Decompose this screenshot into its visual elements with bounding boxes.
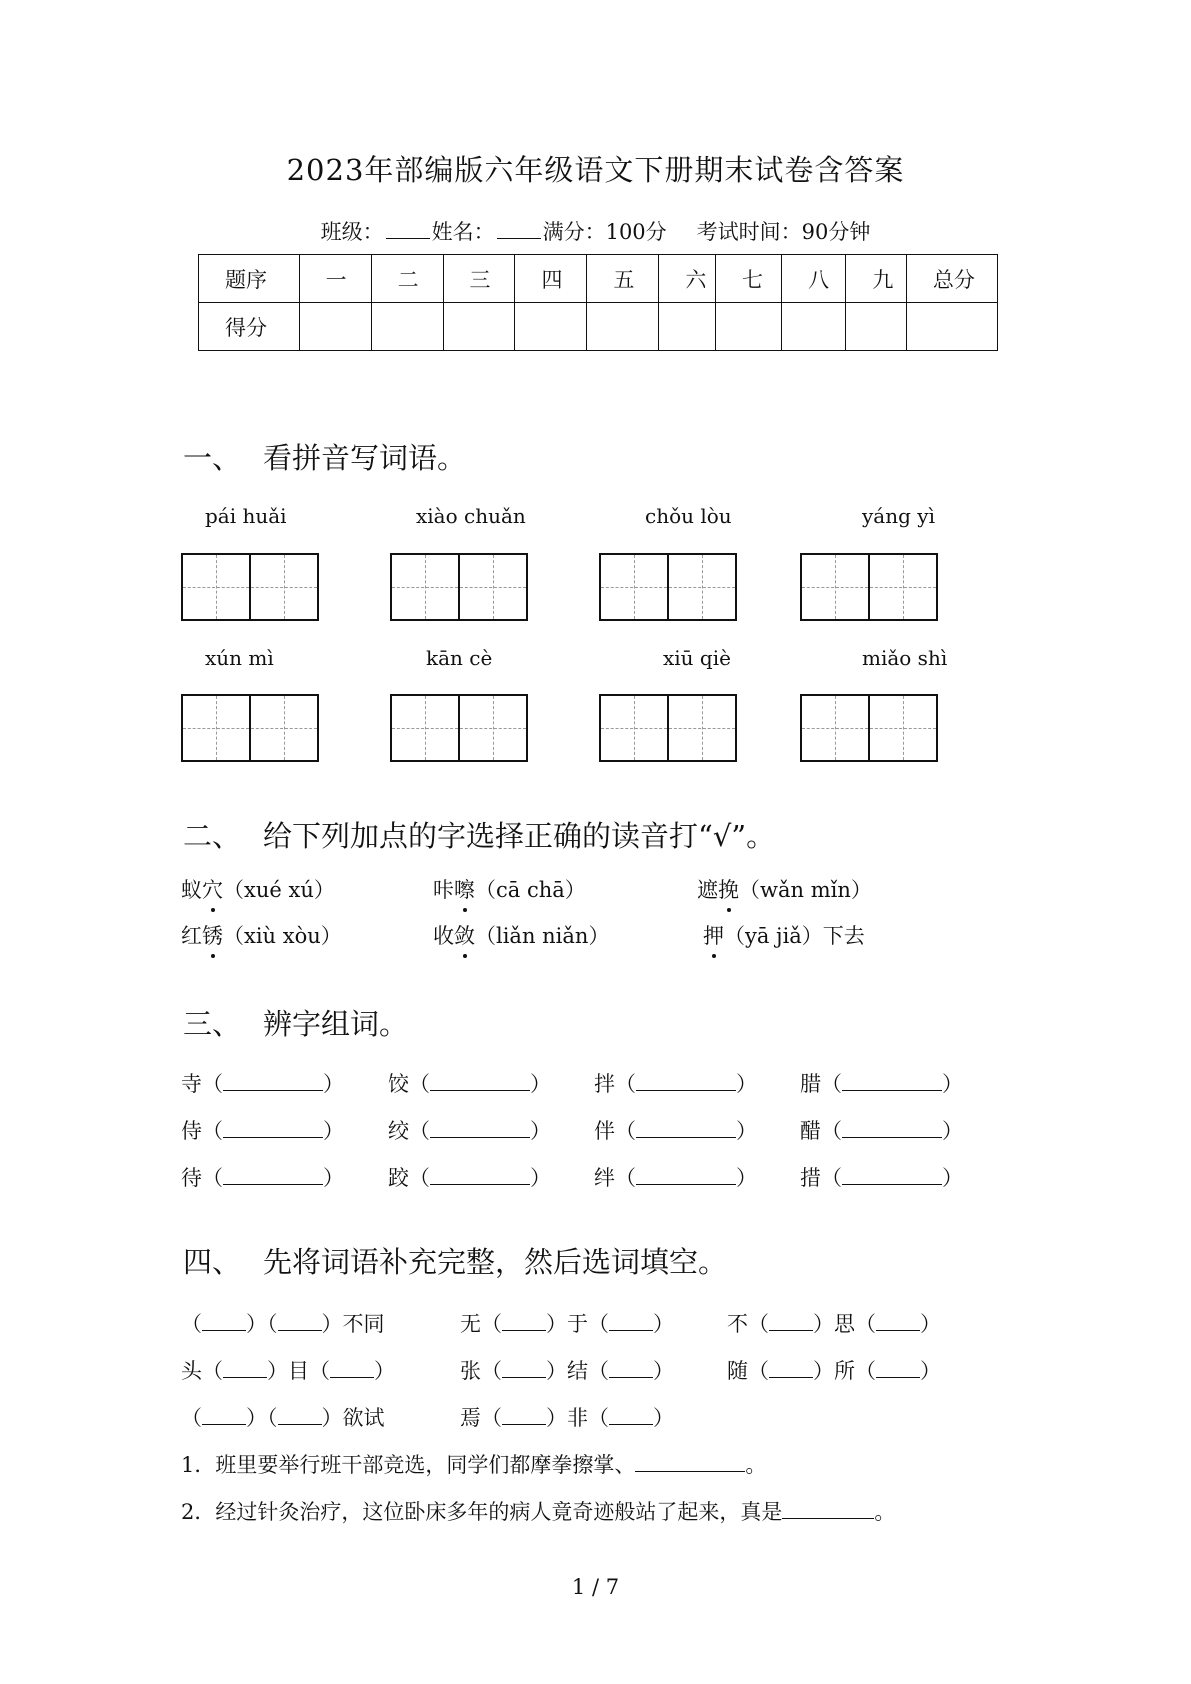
answer-blank[interactable] (502, 1408, 546, 1425)
answer-blank[interactable] (636, 1074, 736, 1091)
answer-blank[interactable] (223, 1361, 267, 1378)
section1-heading (183, 436, 466, 477)
pinyin-label: xiū qiè (663, 646, 731, 670)
word-item: 绊（ ） (594, 1166, 757, 1190)
class-label: 班级： (320, 220, 384, 244)
answer-blank[interactable] (635, 1455, 745, 1472)
word-item: 醋（ ） (800, 1119, 963, 1143)
character-box[interactable] (800, 553, 938, 621)
character-box[interactable] (599, 694, 737, 762)
score-cell[interactable] (906, 303, 997, 351)
word-item: 措（ ） (800, 1166, 963, 1190)
reading-options[interactable]: （xué xú） (223, 878, 335, 902)
word-item: 绞（ ） (388, 1119, 551, 1143)
answer-blank[interactable] (502, 1361, 546, 1378)
reading-options[interactable]: （yā jiǎ）下去 (724, 924, 865, 948)
answer-blank[interactable] (842, 1121, 942, 1138)
word-item: 寺（ ） (181, 1072, 344, 1096)
idiom-item: 无（ ）于（ ） (460, 1312, 674, 1336)
header-cell: 题序 (199, 255, 300, 303)
reading-item: 遮挽（wǎn mǐn） (697, 874, 872, 904)
answer-blank[interactable] (223, 1121, 323, 1138)
header-cell: 总分 (906, 255, 997, 303)
character-box[interactable] (599, 553, 737, 621)
reading-item: 蚁穴（xué xú） (181, 874, 335, 904)
answer-blank[interactable] (202, 1408, 246, 1425)
header-cell: 六 (659, 255, 716, 303)
header-cell: 四 (515, 255, 587, 303)
answer-blank[interactable] (782, 1502, 874, 1519)
score-cell[interactable] (299, 303, 371, 351)
answer-blank[interactable] (769, 1314, 813, 1331)
reading-options[interactable]: （xiù xòu） (223, 924, 342, 948)
reading-item: 押（yā jiǎ）下去 (703, 920, 865, 950)
page-number: 1 / 7 (571, 1575, 620, 1599)
question-2: 2．经过针灸治疗，这位卧床多年的病人竟奇迹般站了起来，真是 。 (181, 1500, 896, 1524)
idiom-item: 头（ ）目（ ） (181, 1359, 395, 1383)
answer-blank[interactable] (223, 1074, 323, 1091)
exam-time: 考试时间：90分钟 (696, 220, 871, 244)
section-number: 三、 (183, 1007, 242, 1041)
word-item: 待（ ） (181, 1166, 344, 1190)
name-label: 姓名： (431, 220, 495, 244)
idiom-item: 不（ ）思（ ） (727, 1312, 941, 1336)
pinyin-label: xún mì (205, 646, 274, 670)
pinyin-label: miǎo shì (862, 646, 948, 670)
page-title: 2023年部编版六年级语文下册期末试卷含答案 (286, 153, 905, 187)
header-cell: 一 (299, 255, 371, 303)
section-number: 四、 (183, 1245, 242, 1279)
header-cell: 八 (782, 255, 846, 303)
section-title: 辨字组词。 (263, 1007, 409, 1041)
answer-blank[interactable] (609, 1408, 653, 1425)
header-cell: 九 (846, 255, 906, 303)
answer-blank[interactable] (876, 1361, 920, 1378)
score-cell[interactable] (587, 303, 659, 351)
pinyin-label: pái huǎi (205, 504, 287, 528)
section3-heading (183, 1002, 408, 1043)
answer-blank[interactable] (842, 1074, 942, 1091)
full-score: 满分：100分 (542, 220, 667, 244)
row-label: 得分 (199, 303, 300, 351)
section-title: 给下列加点的字选择正确的读音打“√”。 (263, 819, 776, 853)
character-box[interactable] (390, 694, 528, 762)
answer-blank[interactable] (876, 1314, 920, 1331)
answer-blank[interactable] (769, 1361, 813, 1378)
idiom-item: （ ）（ ）不同 (181, 1312, 385, 1336)
word-item: 侍（ ） (181, 1119, 344, 1143)
answer-blank[interactable] (278, 1314, 322, 1331)
score-table-header-row (199, 255, 998, 303)
section-title: 先将词语补充完整，然后选词填空。 (263, 1245, 728, 1279)
answer-blank[interactable] (842, 1168, 942, 1185)
score-cell[interactable] (715, 303, 781, 351)
score-table-score-row (199, 303, 998, 351)
answer-blank[interactable] (609, 1314, 653, 1331)
character-box[interactable] (390, 553, 528, 621)
reading-options[interactable]: （cā chā） (475, 878, 586, 902)
word-item: 伴（ ） (594, 1119, 757, 1143)
section-title: 看拼音写词语。 (263, 441, 467, 475)
character-box[interactable] (181, 694, 319, 762)
answer-blank[interactable] (609, 1361, 653, 1378)
answer-blank[interactable] (636, 1121, 736, 1138)
header-cell: 七 (715, 255, 781, 303)
character-box[interactable] (800, 694, 938, 762)
idiom-item: （ ）（ ）欲试 (181, 1406, 385, 1430)
character-box[interactable] (181, 553, 319, 621)
section-number: 二、 (183, 819, 242, 853)
score-table (198, 254, 998, 351)
score-cell[interactable] (443, 303, 515, 351)
score-cell[interactable] (782, 303, 846, 351)
answer-blank[interactable] (430, 1121, 530, 1138)
section2-heading (183, 814, 775, 855)
exam-info (0, 216, 1191, 246)
score-cell[interactable] (846, 303, 906, 351)
answer-blank[interactable] (202, 1314, 246, 1331)
reading-item: 红锈（xiù xòu） (181, 920, 342, 950)
answer-blank[interactable] (430, 1168, 530, 1185)
answer-blank[interactable] (278, 1408, 322, 1425)
pinyin-label: kān cè (426, 646, 493, 670)
class-blank[interactable] (386, 220, 430, 239)
pinyin-label: yáng yì (862, 504, 935, 528)
score-cell[interactable] (515, 303, 587, 351)
score-cell[interactable] (371, 303, 443, 351)
answer-blank[interactable] (502, 1314, 546, 1331)
score-cell[interactable] (659, 303, 716, 351)
answer-blank[interactable] (430, 1074, 530, 1091)
name-blank[interactable] (497, 220, 541, 239)
pinyin-label: chǒu lòu (645, 504, 732, 528)
word-item: 拌（ ） (594, 1072, 757, 1096)
idiom-item: 张（ ）结（ ） (460, 1359, 674, 1383)
word-item: 腊（ ） (800, 1072, 963, 1096)
word-item: 跤（ ） (388, 1166, 551, 1190)
answer-blank[interactable] (223, 1168, 323, 1185)
reading-options[interactable]: （wǎn mǐn） (739, 878, 872, 902)
header-cell: 三 (443, 255, 515, 303)
header-cell: 二 (371, 255, 443, 303)
reading-options[interactable]: （liǎn niǎn） (475, 924, 610, 948)
question-1: 1．班里要举行班干部竞选，同学们都摩拳擦掌、 。 (181, 1453, 767, 1477)
pinyin-label: xiào chuǎn (416, 504, 526, 528)
answer-blank[interactable] (636, 1168, 736, 1185)
word-item: 饺（ ） (388, 1072, 551, 1096)
idiom-item: 随（ ）所（ ） (727, 1359, 941, 1383)
answer-blank[interactable] (330, 1361, 374, 1378)
reading-item: 咔嚓（cā chā） (433, 874, 586, 904)
header-cell: 五 (587, 255, 659, 303)
idiom-item: 焉（ ）非（ ） (460, 1406, 674, 1430)
section-number: 一、 (183, 441, 242, 475)
reading-item: 收敛（liǎn niǎn） (433, 920, 609, 950)
section4-heading (183, 1240, 727, 1281)
